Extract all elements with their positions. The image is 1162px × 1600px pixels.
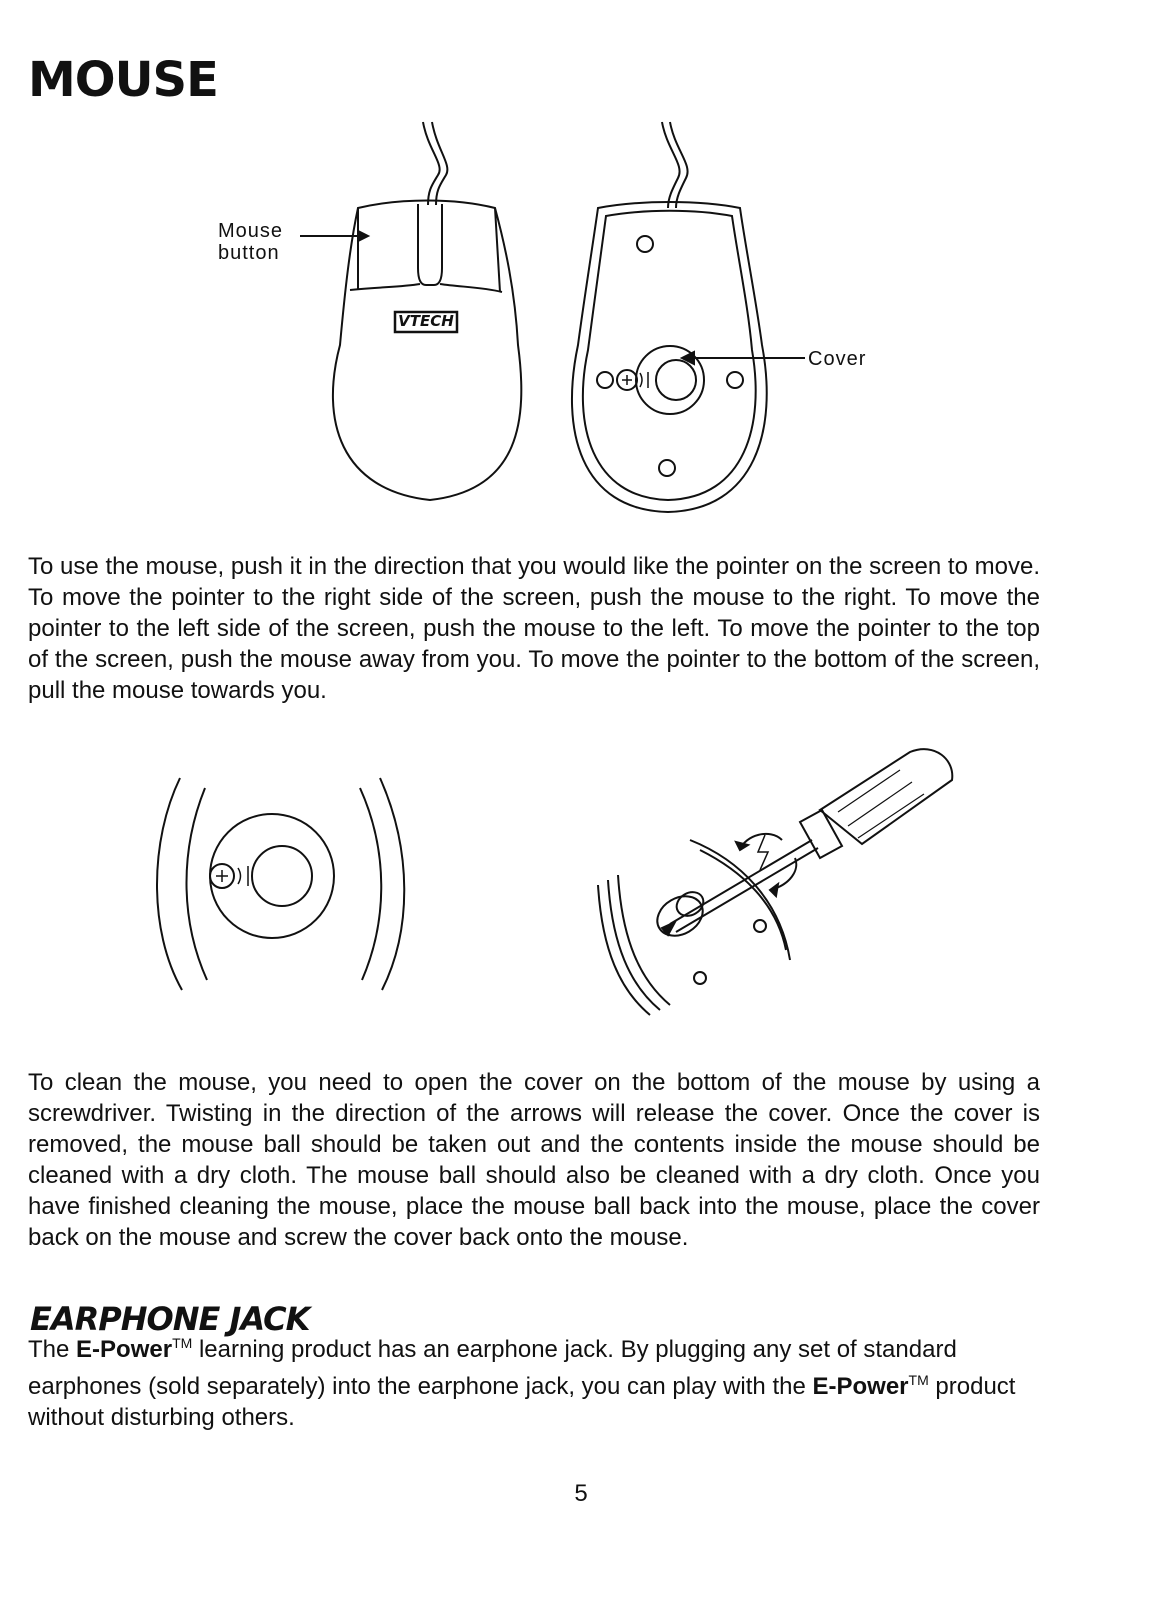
cover-closeup-figure bbox=[157, 778, 404, 990]
brand-name-2: E-Power bbox=[812, 1373, 909, 1400]
mouse-button-label bbox=[218, 220, 283, 264]
cover-label: Cover bbox=[808, 348, 867, 370]
screwdriver-figure bbox=[598, 749, 952, 1015]
paragraph-mouse-use: To use the mouse, push it in the direction that you would like the pointer on the screen to move. To move the pointer to the right side of the screen, push the mouse to the right. To move the pointer to the left side of the screen, push the mouse to the left. To move the pointer to the top of the screen, push the mouse away from you. To move the pointer to the bottom of the screen, pull the mouse towards you. bbox=[28, 553, 1040, 704]
page-number: 5 bbox=[574, 1480, 588, 1507]
section-heading-earphone-jack: EARPHONE JACK bbox=[30, 1300, 310, 1338]
paragraph-earphone-jack bbox=[28, 1328, 1040, 1433]
mouse-bottom-view-figure bbox=[572, 122, 805, 512]
earphone-text-2: learning product has an earphone jack. By plugging any set of standard earphones (sold separately) into the earphone jack, you can play with the bbox=[28, 1336, 957, 1400]
vtech-logo: VTECH bbox=[398, 312, 454, 330]
earphone-text-3: product without disturbing others. bbox=[28, 1373, 1016, 1431]
section-heading-mouse: MOUSE bbox=[28, 52, 218, 108]
trademark-mark: TM bbox=[172, 1335, 193, 1351]
earphone-text-1: The bbox=[28, 1336, 77, 1363]
mouse-button-label-line2: button bbox=[218, 242, 280, 264]
paragraph-mouse-clean: To clean the mouse, you need to open the cover on the bottom of the mouse by using a screwdriver. Twisting in the direction of the arrows will release the cover. Once the cover is removed, the mouse ball should be taken out and the contents inside the mouse should be cleaned with a dry cloth. The mouse ball should also be cleaned with a dry cloth. Once you have finished cleaning the mouse, place the mouse ball back into the mouse, place the cover back on the mouse and screw the cover back onto the mouse. bbox=[28, 1069, 1040, 1251]
brand-name: E-Power bbox=[76, 1336, 173, 1363]
trademark-mark-2: TM bbox=[908, 1372, 929, 1388]
mouse-button-label-line1: Mouse bbox=[218, 220, 284, 242]
